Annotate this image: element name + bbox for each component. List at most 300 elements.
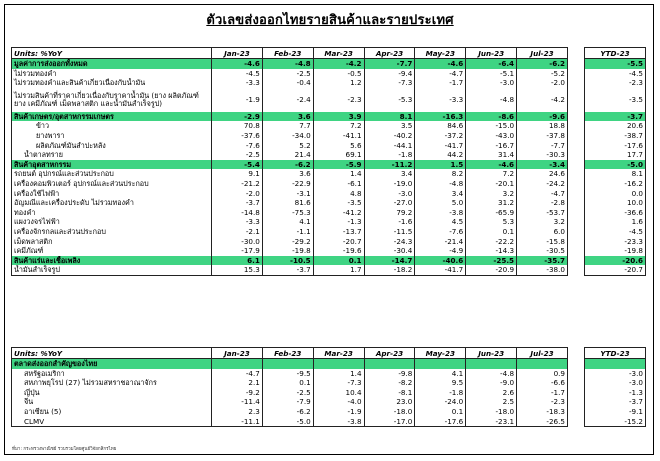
row-label: แผงวงจรไฟฟ้า <box>12 217 212 227</box>
value-cell: 79.2 <box>364 208 415 218</box>
value-cell: -1.7 <box>517 388 568 398</box>
value-cell: 2.6 <box>466 388 517 398</box>
ytd-value-cell: -3.7 <box>585 112 646 122</box>
row-label: ญี่ปุ่น <box>12 388 212 398</box>
value-cell: 0.9 <box>517 369 568 379</box>
value-cell: -7.7 <box>517 141 568 151</box>
row-label: ไม่รวมสินค้าที่ราคาเกี่ยวเนื่องกับราคาน้ำมัน (ยาง ผลิตภัณฑ์ยาง เคมีภัณฑ์ เม็ดพลาสติก และน้ำมันสำเร็จรูป) <box>12 88 212 112</box>
value-cell: -30.5 <box>517 246 568 256</box>
row-label: อัญมณีและเครื่องประดับ ไม่รวมทองคำ <box>12 198 212 208</box>
row-label: สหรัฐอเมริกา <box>12 369 212 379</box>
page-title: ตัวเลขส่งออกไทยรายสินค้าและรายประเทศ <box>206 13 454 28</box>
value-cell: -15.8 <box>517 237 568 247</box>
row-label: ทองคำ <box>12 208 212 218</box>
table-row <box>12 69 568 79</box>
value-cell: -6.4 <box>466 59 517 69</box>
table-row <box>12 88 568 112</box>
ytd-row <box>585 359 646 369</box>
table-row <box>12 369 568 379</box>
value-cell: -5.2 <box>517 69 568 79</box>
row-label: รถยนต์ อุปกรณ์และส่วนประกอบ <box>12 169 212 179</box>
table-row <box>12 198 568 208</box>
value-cell: 0.1 <box>262 378 313 388</box>
value-cell: 6.1 <box>212 256 263 266</box>
row-label: น้ำตาลทราย <box>12 150 212 160</box>
value-cell: -4.8 <box>466 369 517 379</box>
value-cell: -41.1 <box>313 131 364 141</box>
ytd-row <box>585 407 646 417</box>
table-row <box>12 121 568 131</box>
month-header: Feb-23 <box>262 348 313 359</box>
value-cell: 0.1 <box>313 256 364 266</box>
ytd-row <box>585 369 646 379</box>
value-cell: -2.0 <box>212 189 263 199</box>
value-cell: -38.0 <box>517 265 568 275</box>
table-row <box>12 78 568 88</box>
table-row <box>12 265 568 275</box>
row-label: ยางพารา <box>12 131 212 141</box>
value-cell: -1.8 <box>364 150 415 160</box>
value-cell: 3.6 <box>262 112 313 122</box>
value-cell: -14.7 <box>364 256 415 266</box>
value-cell: -27.0 <box>364 198 415 208</box>
month-header: Apr-23 <box>364 48 415 59</box>
value-cell: -41.2 <box>313 208 364 218</box>
row-label: ไม่รวมทองคำและสินค้าเกี่ยวเนื่องกับน้ำมัน <box>12 78 212 88</box>
value-cell: -4.7 <box>212 369 263 379</box>
value-cell: -5.0 <box>262 417 313 427</box>
value-cell: -40.2 <box>364 131 415 141</box>
value-cell: -8.2 <box>364 378 415 388</box>
ytd-value-cell: -1.3 <box>585 388 646 398</box>
value-cell: -5.9 <box>313 160 364 170</box>
value-cell: -4.5 <box>212 69 263 79</box>
ytd-row <box>585 78 646 88</box>
ytd-value-cell: 1.6 <box>585 217 646 227</box>
row-label: สินค้าเกษตร/อุตสาหกรรมเกษตร <box>12 112 212 122</box>
source-footnote: ที่มา: กระทรวงพาณิชย์ รวบรวมโดยศูนย์วิจัยกสิกรไทย <box>12 447 117 452</box>
value-cell: 21.4 <box>262 150 313 160</box>
value-cell: -19.6 <box>313 246 364 256</box>
value-cell: -44.1 <box>364 141 415 151</box>
row-label: เครื่องใช้ไฟฟ้า <box>12 189 212 199</box>
row-label: ไม่รวมทองคำ <box>12 69 212 79</box>
ytd-value-cell <box>585 359 646 369</box>
ytd-value-cell: -9.1 <box>585 407 646 417</box>
ytd-value-cell: 8.1 <box>585 169 646 179</box>
value-cell: 7.2 <box>466 169 517 179</box>
value-cell: -3.4 <box>517 160 568 170</box>
value-cell: -7.6 <box>212 141 263 151</box>
ytd-value-cell: 17.7 <box>585 150 646 160</box>
value-cell: -2.1 <box>212 227 263 237</box>
ytd-value-cell: -20.6 <box>585 256 646 266</box>
value-cell <box>466 359 517 369</box>
ytd-row <box>585 179 646 189</box>
value-cell <box>415 359 466 369</box>
row-label: มูลค่าการส่งออกทั้งหมด <box>12 59 212 69</box>
table-row <box>12 359 568 369</box>
value-cell: -4.2 <box>313 59 364 69</box>
ytd-row <box>585 160 646 170</box>
value-cell: -3.0 <box>466 78 517 88</box>
ytd-value-cell: -4.5 <box>585 227 646 237</box>
value-cell: -26.5 <box>517 417 568 427</box>
value-cell: -2.3 <box>517 397 568 407</box>
row-label: น้ำมันสำเร็จรูป <box>12 265 212 275</box>
table-row <box>12 160 568 170</box>
month-header: Jan-23 <box>212 48 263 59</box>
value-cell: -5.3 <box>364 88 415 112</box>
table-row <box>12 112 568 122</box>
value-cell: 7.2 <box>313 121 364 131</box>
value-cell: 31.4 <box>466 150 517 160</box>
value-cell: -9.2 <box>212 388 263 398</box>
value-cell: -20.9 <box>466 265 517 275</box>
ytd-row <box>585 112 646 122</box>
ytd-row <box>585 141 646 151</box>
value-cell: 5.0 <box>415 198 466 208</box>
ytd-row <box>585 69 646 79</box>
ytd-row <box>585 131 646 141</box>
ytd-value-cell: -2.3 <box>585 78 646 88</box>
value-cell: -9.6 <box>517 112 568 122</box>
value-cell: -3.5 <box>313 198 364 208</box>
value-cell: -3.7 <box>262 265 313 275</box>
value-cell: 70.8 <box>212 121 263 131</box>
value-cell: -37.6 <box>212 131 263 141</box>
ytd-row <box>585 208 646 218</box>
value-cell: 5.3 <box>466 217 517 227</box>
row-label: ผลิตภัณฑ์มันสำปะหลัง <box>12 141 212 151</box>
value-cell: 3.4 <box>415 189 466 199</box>
value-cell: 2.1 <box>212 378 263 388</box>
ytd-value-cell: -36.6 <box>585 208 646 218</box>
ytd-value-cell: 20.6 <box>585 121 646 131</box>
ytd-value-cell: 10.0 <box>585 198 646 208</box>
value-cell: -3.3 <box>415 88 466 112</box>
row-label: จีน <box>12 397 212 407</box>
ytd-value-cell: -3.0 <box>585 378 646 388</box>
table-row <box>12 237 568 247</box>
value-cell: -11.2 <box>364 160 415 170</box>
value-cell: -1.9 <box>212 88 263 112</box>
value-cell: -4.6 <box>466 160 517 170</box>
ytd-products-table <box>584 47 646 276</box>
value-cell: -7.9 <box>262 397 313 407</box>
value-cell: -2.4 <box>262 88 313 112</box>
value-cell: -16.3 <box>415 112 466 122</box>
value-cell: 15.3 <box>212 265 263 275</box>
ytd-row <box>585 256 646 266</box>
value-cell: -1.1 <box>262 227 313 237</box>
table-row <box>12 378 568 388</box>
value-cell: 1.4 <box>313 169 364 179</box>
value-cell: -25.5 <box>466 256 517 266</box>
ytd-row <box>585 246 646 256</box>
month-header: Jul-23 <box>517 48 568 59</box>
value-cell: -2.9 <box>212 112 263 122</box>
value-cell: -2.5 <box>262 388 313 398</box>
ytd-header: YTD-23 <box>585 348 646 359</box>
value-cell: -4.9 <box>415 246 466 256</box>
month-header: Jun-23 <box>466 48 517 59</box>
value-cell <box>262 359 313 369</box>
table-row <box>12 141 568 151</box>
ytd-value-cell: -5.0 <box>585 160 646 170</box>
ytd-value-cell: -20.7 <box>585 265 646 275</box>
row-label: ข้าว <box>12 121 212 131</box>
ytd-value-cell: -16.2 <box>585 179 646 189</box>
value-cell: -9.5 <box>262 369 313 379</box>
value-cell: -29.2 <box>262 237 313 247</box>
value-cell: 0.1 <box>415 407 466 417</box>
ytd-row <box>585 198 646 208</box>
ytd-value-cell: -3.7 <box>585 397 646 407</box>
ytd-value-cell: -15.2 <box>585 417 646 427</box>
value-cell: -3.3 <box>212 78 263 88</box>
value-cell: -18.3 <box>517 407 568 417</box>
value-cell: -6.2 <box>517 59 568 69</box>
ytd-row <box>585 227 646 237</box>
value-cell: -7.3 <box>364 78 415 88</box>
table-row <box>12 417 568 427</box>
export-markets-table <box>11 347 568 427</box>
value-cell: 3.4 <box>364 169 415 179</box>
month-header: Apr-23 <box>364 348 415 359</box>
table-header-row <box>12 48 568 59</box>
month-header: May-23 <box>415 348 466 359</box>
value-cell: -2.5 <box>262 69 313 79</box>
value-cell: 4.1 <box>262 217 313 227</box>
value-cell: 6.0 <box>517 227 568 237</box>
value-cell: -24.0 <box>415 397 466 407</box>
value-cell: -4.2 <box>517 88 568 112</box>
value-cell: -37.8 <box>517 131 568 141</box>
value-cell: -40.6 <box>415 256 466 266</box>
value-cell: -24.3 <box>364 237 415 247</box>
value-cell: 1.7 <box>313 265 364 275</box>
value-cell: -3.8 <box>313 417 364 427</box>
value-cell: -43.0 <box>466 131 517 141</box>
value-cell: -3.7 <box>212 198 263 208</box>
ytd-value-cell: -17.6 <box>585 141 646 151</box>
ytd-value-cell: 0.0 <box>585 189 646 199</box>
value-cell: -22.2 <box>466 237 517 247</box>
table-row <box>12 150 568 160</box>
value-cell: -20.7 <box>313 237 364 247</box>
value-cell: -30.0 <box>212 237 263 247</box>
value-cell: -7.3 <box>313 378 364 388</box>
value-cell: -17.0 <box>364 417 415 427</box>
table-row <box>12 169 568 179</box>
value-cell: 44.2 <box>415 150 466 160</box>
value-cell: 81.6 <box>262 198 313 208</box>
table-row <box>12 227 568 237</box>
value-cell: -4.8 <box>262 59 313 69</box>
value-cell: -21.4 <box>415 237 466 247</box>
value-cell: 9.5 <box>415 378 466 388</box>
value-cell: -6.2 <box>262 407 313 417</box>
value-cell: -4.8 <box>415 179 466 189</box>
ytd-value-cell: -3.5 <box>585 88 646 112</box>
value-cell: 9.1 <box>212 169 263 179</box>
ytd-row <box>585 397 646 407</box>
value-cell: -11.4 <box>212 397 263 407</box>
value-cell: 18.8 <box>517 121 568 131</box>
value-cell: -19.8 <box>262 246 313 256</box>
value-cell: -30.4 <box>364 246 415 256</box>
ytd-value-cell: -3.0 <box>585 369 646 379</box>
value-cell: -5.1 <box>466 69 517 79</box>
value-cell: -18.0 <box>364 407 415 417</box>
value-cell: -0.5 <box>313 69 364 79</box>
ytd-row <box>585 189 646 199</box>
value-cell: 5.2 <box>262 141 313 151</box>
value-cell: -1.6 <box>364 217 415 227</box>
ytd-value-cell: -19.8 <box>585 246 646 256</box>
row-label: สหภาพยุโรป (27) ไม่รวมสหราชอาณาจักร <box>12 378 212 388</box>
table-row <box>12 208 568 218</box>
month-header: Mar-23 <box>313 48 364 59</box>
value-cell: -4.6 <box>212 59 263 69</box>
value-cell <box>313 359 364 369</box>
ytd-row <box>585 378 646 388</box>
value-cell: -18.2 <box>364 265 415 275</box>
value-cell: -0.4 <box>262 78 313 88</box>
row-label: ตลาดส่งออกสำคัญของไทย <box>12 359 212 369</box>
ytd-row <box>585 121 646 131</box>
value-cell: -4.6 <box>415 59 466 69</box>
value-cell: -35.7 <box>517 256 568 266</box>
value-cell: -75.3 <box>262 208 313 218</box>
value-cell: -14.8 <box>212 208 263 218</box>
value-cell: -10.5 <box>262 256 313 266</box>
value-cell: -3.8 <box>415 208 466 218</box>
value-cell: 2.5 <box>466 397 517 407</box>
value-cell: 23.0 <box>364 397 415 407</box>
value-cell <box>517 359 568 369</box>
ytd-row <box>585 237 646 247</box>
units-label: Units: %YoY <box>12 48 212 59</box>
value-cell: -34.0 <box>262 131 313 141</box>
ytd-row <box>585 388 646 398</box>
month-header: Jul-23 <box>517 348 568 359</box>
value-cell: 4.5 <box>415 217 466 227</box>
value-cell: -30.3 <box>517 150 568 160</box>
value-cell: -8.1 <box>364 388 415 398</box>
value-cell: -9.8 <box>364 369 415 379</box>
value-cell: 1.4 <box>313 369 364 379</box>
value-cell: -4.8 <box>466 88 517 112</box>
value-cell: -4.0 <box>313 397 364 407</box>
value-cell: -2.5 <box>212 150 263 160</box>
row-label: เคมีภัณฑ์ <box>12 246 212 256</box>
row-label: เครื่องจักรกลและส่วนประกอบ <box>12 227 212 237</box>
ytd-value-cell: -23.3 <box>585 237 646 247</box>
value-cell: 8.2 <box>415 169 466 179</box>
value-cell: -14.3 <box>466 246 517 256</box>
month-header: Mar-23 <box>313 348 364 359</box>
value-cell: -18.0 <box>466 407 517 417</box>
value-cell: -3.1 <box>262 189 313 199</box>
value-cell: -7.7 <box>364 59 415 69</box>
value-cell: 3.2 <box>517 217 568 227</box>
value-cell: -1.3 <box>313 217 364 227</box>
value-cell: -24.2 <box>517 179 568 189</box>
ytd-row <box>585 217 646 227</box>
value-cell: -1.9 <box>313 407 364 417</box>
value-cell: -16.7 <box>466 141 517 151</box>
value-cell: -6.1 <box>313 179 364 189</box>
ytd-value-cell: -4.5 <box>585 69 646 79</box>
table-row <box>12 397 568 407</box>
value-cell: -1.7 <box>415 78 466 88</box>
value-cell: -65.9 <box>466 208 517 218</box>
table-row <box>12 407 568 417</box>
row-label: เม็ดพลาสติก <box>12 237 212 247</box>
value-cell: -13.7 <box>313 227 364 237</box>
ytd-row <box>585 169 646 179</box>
value-cell: -8.6 <box>466 112 517 122</box>
month-header: Feb-23 <box>262 48 313 59</box>
value-cell: -15.0 <box>466 121 517 131</box>
value-cell: -3.3 <box>212 217 263 227</box>
table-row <box>12 59 568 69</box>
table-header-row <box>12 348 568 359</box>
value-cell: -17.6 <box>415 417 466 427</box>
value-cell: -7.6 <box>415 227 466 237</box>
value-cell: -6.6 <box>517 378 568 388</box>
value-cell: 31.2 <box>466 198 517 208</box>
row-label: สินค้าอุตสาหกรรม <box>12 160 212 170</box>
units-label: Units: %YoY <box>12 348 212 359</box>
table-row <box>12 217 568 227</box>
value-cell: -2.8 <box>517 198 568 208</box>
value-cell: -5.4 <box>212 160 263 170</box>
table-row <box>12 256 568 266</box>
value-cell: -20.1 <box>466 179 517 189</box>
value-cell: 84.6 <box>415 121 466 131</box>
value-cell: 10.4 <box>313 388 364 398</box>
value-cell: -21.2 <box>212 179 263 189</box>
value-cell: -11.5 <box>364 227 415 237</box>
value-cell: -11.1 <box>212 417 263 427</box>
table-row <box>12 131 568 141</box>
month-header: Jun-23 <box>466 348 517 359</box>
ytd-row <box>585 150 646 160</box>
value-cell: 0.1 <box>466 227 517 237</box>
value-cell: 8.1 <box>364 112 415 122</box>
ytd-value-cell: -38.7 <box>585 131 646 141</box>
month-header: May-23 <box>415 48 466 59</box>
table-row <box>12 246 568 256</box>
value-cell <box>212 359 263 369</box>
value-cell: 69.1 <box>313 150 364 160</box>
value-cell: 2.3 <box>212 407 263 417</box>
value-cell: 3.5 <box>364 121 415 131</box>
value-cell: 3.9 <box>313 112 364 122</box>
value-cell: 4.1 <box>415 369 466 379</box>
value-cell: 4.8 <box>313 189 364 199</box>
table-row <box>12 388 568 398</box>
value-cell <box>364 359 415 369</box>
value-cell: -41.7 <box>415 141 466 151</box>
value-cell: -2.0 <box>517 78 568 88</box>
value-cell: -19.0 <box>364 179 415 189</box>
value-cell: 7.7 <box>262 121 313 131</box>
export-products-table <box>11 47 568 276</box>
